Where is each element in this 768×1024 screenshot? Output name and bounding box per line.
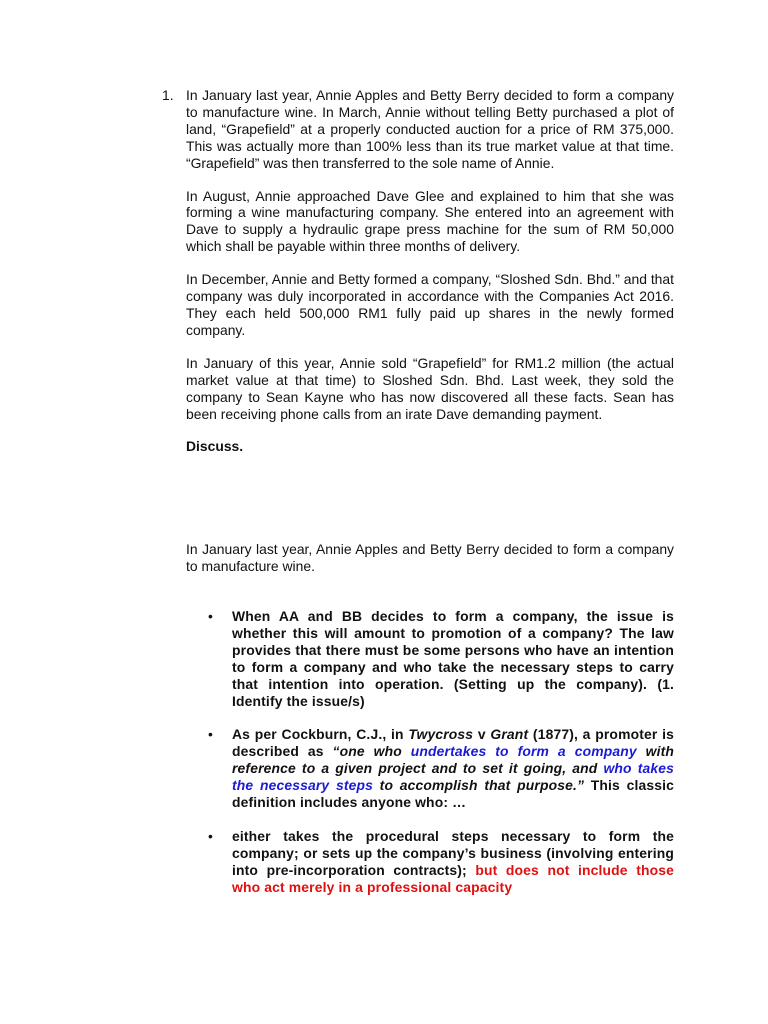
bullet-text: (1877), a promoter is described as <box>232 726 674 760</box>
question-number: 1. <box>162 87 174 103</box>
case-name: Twycross <box>408 726 474 743</box>
quote-text: to accomplish that purpose.” <box>373 777 585 794</box>
bullet-item <box>208 828 674 896</box>
bullet-text: As per Cockburn, C.J., in <box>232 726 409 743</box>
case-name: Grant <box>490 726 529 743</box>
question-paragraph: In January last year, Annie Apples and Betty Berry decided to form a company to manufacture wine. In March, Annie without telling Betty purchased a plot of land, “Grapefield” at a properly conducted auction for a price of RM 375,000. This was actually more than 100% less than its true market value at that time. “Grapefield” was then transferred to the sole name of Annie. <box>186 87 674 171</box>
answer-bullet-list <box>208 608 674 913</box>
question-paragraph: In January of this year, Annie sold “Grapefield” for RM1.2 million (the actual market value at that time) to Sloshed Sdn. Bhd. Last week, they sold the company to Sean Kayne who has now discovered all these facts. Sean has been receiving phone calls from an irate Dave demanding payment. <box>186 354 674 422</box>
bullet-icon: • <box>208 827 214 844</box>
quote-text: “one who <box>332 743 411 760</box>
highlighted-quote: who takes the necessary steps <box>232 760 674 794</box>
question-paragraph: In August, Annie approached Dave Glee and explained to him that she was forming a wine manufacturing company. She entered into an agreement with Dave to supply a hydraulic grape press machine for the sum of RM 50,000 which shall be payable within three months of delivery. <box>186 187 674 255</box>
question-body <box>186 87 674 455</box>
bullet-icon: • <box>208 608 214 624</box>
answer-intro: In January last year, Annie Apples and Betty Berry decided to form a company to manufacture wine. <box>186 541 674 574</box>
question-paragraph: In December, Annie and Betty formed a company, “Sloshed Sdn. Bhd.” and that company was duly incorporated in accordance with the Companies Act 2016. They each held 500,000 RM1 fully paid up shares in the newly formed company. <box>186 271 674 338</box>
highlighted-text: but does not include those who act merely in a professional capacity <box>232 861 674 895</box>
bullet-item <box>208 726 674 811</box>
bullet-text: When AA and BB decides to form a company, the issue is whether this will amount to promotion of a company? The law provides that there must be some persons who have an intention to form a company and who take the necessary steps to carry that intention into operation. (Setting up the company). (1. Identify the issue/s) <box>232 608 674 709</box>
highlighted-quote: undertakes to form a company <box>410 743 637 760</box>
bullet-text: This classic definition includes anyone who: … <box>232 777 674 811</box>
quote-text: with reference to a given project and to set it going, and <box>232 743 675 777</box>
bullet-icon: • <box>208 726 214 743</box>
bullet-text: either takes the procedural steps necessary to form the company; or sets up the company’s business (involving entering into pre-incorporation contracts); <box>232 827 674 878</box>
bullet-text: v <box>473 726 491 743</box>
discuss-heading: Discuss. <box>186 438 244 455</box>
bullet-item <box>208 608 674 709</box>
